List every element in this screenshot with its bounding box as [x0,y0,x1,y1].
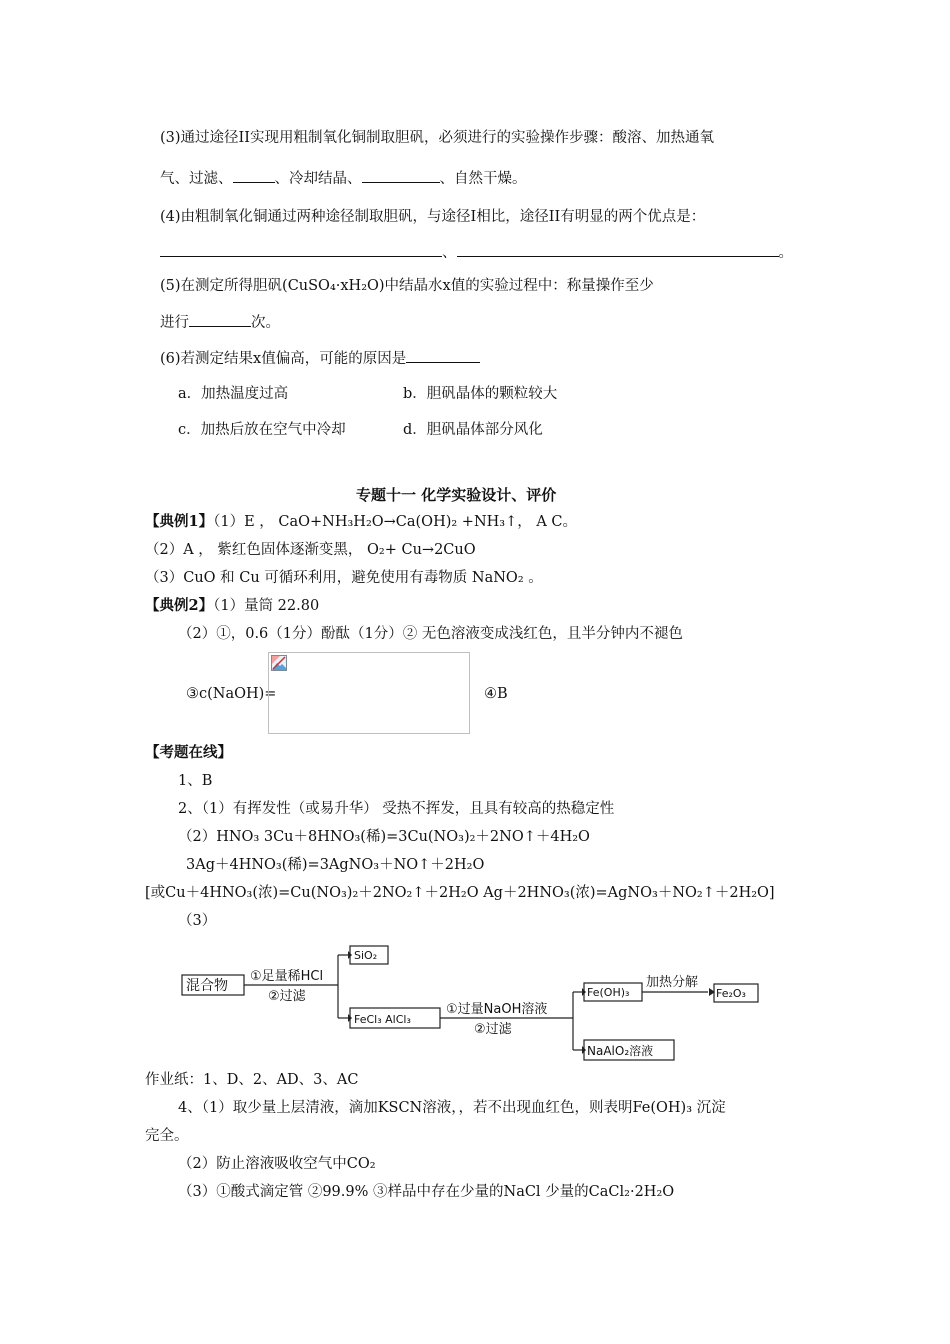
mixture-label: 混合物 [186,978,228,994]
online-a2-2: （2）HNO₃ 3Cu＋8HNO₃(稀)=3Cu(NO₃)₂＋2NO↑＋4H₂O [178,829,590,845]
step1-filter-label: ②过滤 [268,989,306,1004]
naalo2-label: NaAlO₂溶液 [587,1044,654,1058]
ex1-label: 【典例1】 [145,513,214,530]
q3-line2 [160,168,527,189]
online-label: 【考题在线】 [145,744,232,761]
q6-option-d: d．胆矾晶体部分风化 [403,422,543,438]
homework-line3: 完全。 [145,1128,189,1144]
homework-line5: （3）①酸式滴定管 ②99.9% ③样品中存在少量的NaCl 少量的CaCl₂·2H₂O [178,1184,675,1200]
ex1-l1: （1）E ， CaO+NH₃H₂O→Ca(OH)₂ +NH₃↑， A C。 [213,514,578,530]
homework-line2: 4、（1）取少量上层清液，滴加KSCN溶液，，若不出现血红色，则表明Fe(OH)₃ 沉淀 [178,1100,726,1116]
q6-option-c: c．加热后放在空气中冷却 [178,422,346,438]
ex2-line2: （2）①，0.6（1分）酚酞（1分）② 无色溶液变成浅红色，且半分钟内不褪色 [178,626,683,642]
q4-line2 [160,242,793,263]
online-a2-3: 3Ag＋4HNO₃(稀)=3AgNO₃＋NO↑＋2H₂O [186,857,485,873]
q4-sep: 、 [442,245,457,261]
ex2-line1 [145,596,319,616]
fecl-alcl-label: FeCl₃ AlCl₃ [354,1013,411,1026]
online-a1: 1、B [178,773,213,789]
answer-blank [457,242,779,257]
step1-acid-label: ①足量稀HCl [250,969,324,984]
heat-label: 加热分解 [646,975,699,990]
q3-line2-b: 、冷却结晶、 [274,171,362,187]
ex2-label: 【典例2】 [145,597,214,614]
online-a2: 2、（1）有挥发性（或易升华） 受热不挥发，且具有较高的热稳定性 [178,801,615,817]
section-title: 专题十一 化学实验设计、评价 [356,486,557,504]
step2-naoh-label: ①过量NaOH溶液 [446,1002,548,1017]
answer-blank [189,312,251,327]
online-a2-4: [或Cu＋4HNO₃(浓)=Cu(NO₃)₂＋2NO₂↑＋2H₂O Ag＋2HNO₃(浓)=AgNO₃＋NO₂↑＋2H₂O] [145,885,775,901]
ex2-l1: （1）量筒 22.80 [213,598,320,614]
answer-blank [233,168,275,183]
q5-line1: (5)在测定所得胆矾(CuSO₄·xH₂O)中结晶水x值的实验过程中：称量操作至少 [160,278,654,294]
q3-line2-c: 、自然干燥。 [439,171,527,187]
q5-line2-a: 进行 [160,315,189,331]
q3-line2-a: 气、过滤、 [160,171,233,187]
step2-filter-label: ②过滤 [474,1022,512,1037]
answer-blank [406,348,480,363]
ex1-line2: （2）A ， 紫红色固体逐渐变黑， O₂+ Cu→2CuO [145,542,476,558]
separation-flowchart [178,940,778,1065]
feoh3-label: Fe(OH)₃ [587,986,630,999]
q5-line2-b: 次。 [251,315,280,331]
q5-line2 [160,312,280,333]
ex2-line3b: ④B [484,686,508,702]
ex2-line3a: ③c(NaOH)= [186,686,277,702]
q4-end: 。 [778,245,793,261]
sio2-label: SiO₂ [354,949,378,962]
formula-image-placeholder [268,652,470,734]
q6-line1 [160,348,480,369]
ex1-line3: （3）CuO 和 Cu 可循环利用，避免使用有毒物质 NaNO₂ 。 [145,570,543,586]
answer-blank [160,242,442,257]
q4-line1: (4)由粗制氧化铜通过两种途径制取胆矾，与途径I相比，途径II有明显的两个优点是： [160,209,706,225]
broken-image-icon [271,655,287,671]
homework-line4: （2）防止溶液吸收空气中CO₂ [178,1156,376,1172]
q6-option-b: b．胆矾晶体的颗粒较大 [403,386,558,402]
fe2o3-label: Fe₂O₃ [716,987,746,1000]
online-a2-5: （3） [178,913,217,929]
q3-line1: (3)通过途径II实现用粗制氧化铜制取胆矾，必须进行的实验操作步骤：酸溶、加热通氧 [160,130,714,146]
answer-blank [362,168,440,183]
q6-text: (6)若测定结果x值偏高，可能的原因是 [160,351,407,367]
q6-option-a: a．加热温度过高 [178,386,289,402]
homework-line1: 作业纸：1、D、2、AD、3、AC [145,1072,359,1088]
ex1-line1 [145,512,577,532]
